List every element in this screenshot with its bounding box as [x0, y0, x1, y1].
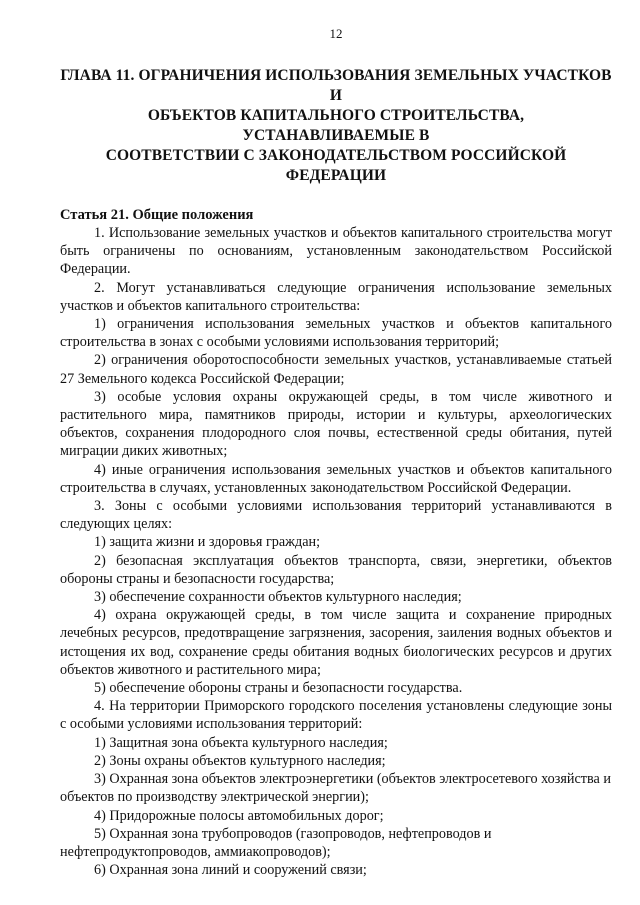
paragraph: 5) обеспечение обороны страны и безопасности государства.	[94, 680, 463, 697]
paragraph: 4) Придорожные полосы автомобильных дорог;	[94, 807, 384, 824]
paragraph: 2) ограничения оборотоспособности земельных участков, устанавливаемые статьей 27 Земельного кодекса Российской Федерации;	[60, 352, 612, 387]
paragraph: 1. Использование земельных участков и объектов капитального строительства могут быть ограничены по основаниям, установленным законодательством Российской Федерации.	[60, 225, 612, 278]
article-body	[60, 224, 612, 879]
paragraph: 1) ограничения использования земельных участков и объектов капитального строительства в зонах с особыми условиями использования территорий;	[60, 316, 612, 351]
chapter-title-line: ОБЪЕКТОВ КАПИТАЛЬНОГО СТРОИТЕЛЬСТВА, УСТАНАВЛИВАЕМЫЕ В	[147, 107, 525, 144]
paragraph: 3) особые условия охраны окружающей среды, в том числе животного и растительного мира, памятников природы, истории и культуры, археологических объектов, сохранения плодородного слоя почвы, естественной среды обитания, путей миграции диких животных;	[60, 388, 612, 460]
paragraph: 1) защита жизни и здоровья граждан;	[94, 534, 321, 551]
paragraph: 2. Могут устанавливаться следующие ограничения использование земельных участков и объектов капитального строительства:	[60, 279, 612, 314]
chapter-title-line: ГЛАВА 11. ОГРАНИЧЕНИЯ ИСПОЛЬЗОВАНИЯ ЗЕМЕЛЬНЫХ УЧАСТКОВ И	[60, 67, 612, 104]
paragraph: 2) Зоны охраны объектов культурного наследия;	[94, 752, 386, 769]
paragraph: 4) иные ограничения использования земельных участков и объектов капитального строительства в случаях, установленных законодательством Российской Федерации.	[60, 461, 612, 496]
paragraph: 5) Охранная зона трубопроводов (газопроводов, нефтепроводов и нефтепродуктопроводов, аммиакопроводов);	[60, 825, 492, 860]
paragraph: 2) безопасная эксплуатация объектов транспорта, связи, энергетики, объектов обороны страны и безопасности государства;	[60, 552, 612, 587]
paragraph: 4) охрана окружающей среды, в том числе защита и сохранение природных лечебных ресурсов, предотвращение загрязнения, засорения, заиления водных объектов и истощения их вод, сохранение среды обитания водных биологических ресурсов и других объектов животного и растительного мира;	[60, 607, 612, 678]
paragraph: 1) Защитная зона объекта культурного наследия;	[94, 734, 388, 751]
paragraph: 3. Зоны с особыми условиями использования территорий устанавливаются в следующих целях:	[60, 498, 612, 533]
paragraph: 6) Охранная зона линий и сооружений связи;	[94, 862, 367, 879]
page-number: 12	[329, 26, 343, 41]
paragraph: 4. На территории Приморского городского поселения установлены следующие зоны с особыми условиями использования территорий:	[60, 698, 612, 733]
paragraph: 3) Охранная зона объектов электроэнергетики (объектов электросетевого хозяйства и объектов по производству электрической энергии);	[60, 771, 611, 806]
paragraph: 3) обеспечение сохранности объектов культурного наследия;	[94, 589, 462, 606]
chapter-title-line: СООТВЕТСТВИИ С ЗАКОНОДАТЕЛЬСТВОМ РОССИЙСКОЙ ФЕДЕРАЦИИ	[105, 147, 567, 184]
article-title: Статья 21. Общие положения	[60, 207, 254, 223]
chapter-title	[60, 66, 612, 186]
